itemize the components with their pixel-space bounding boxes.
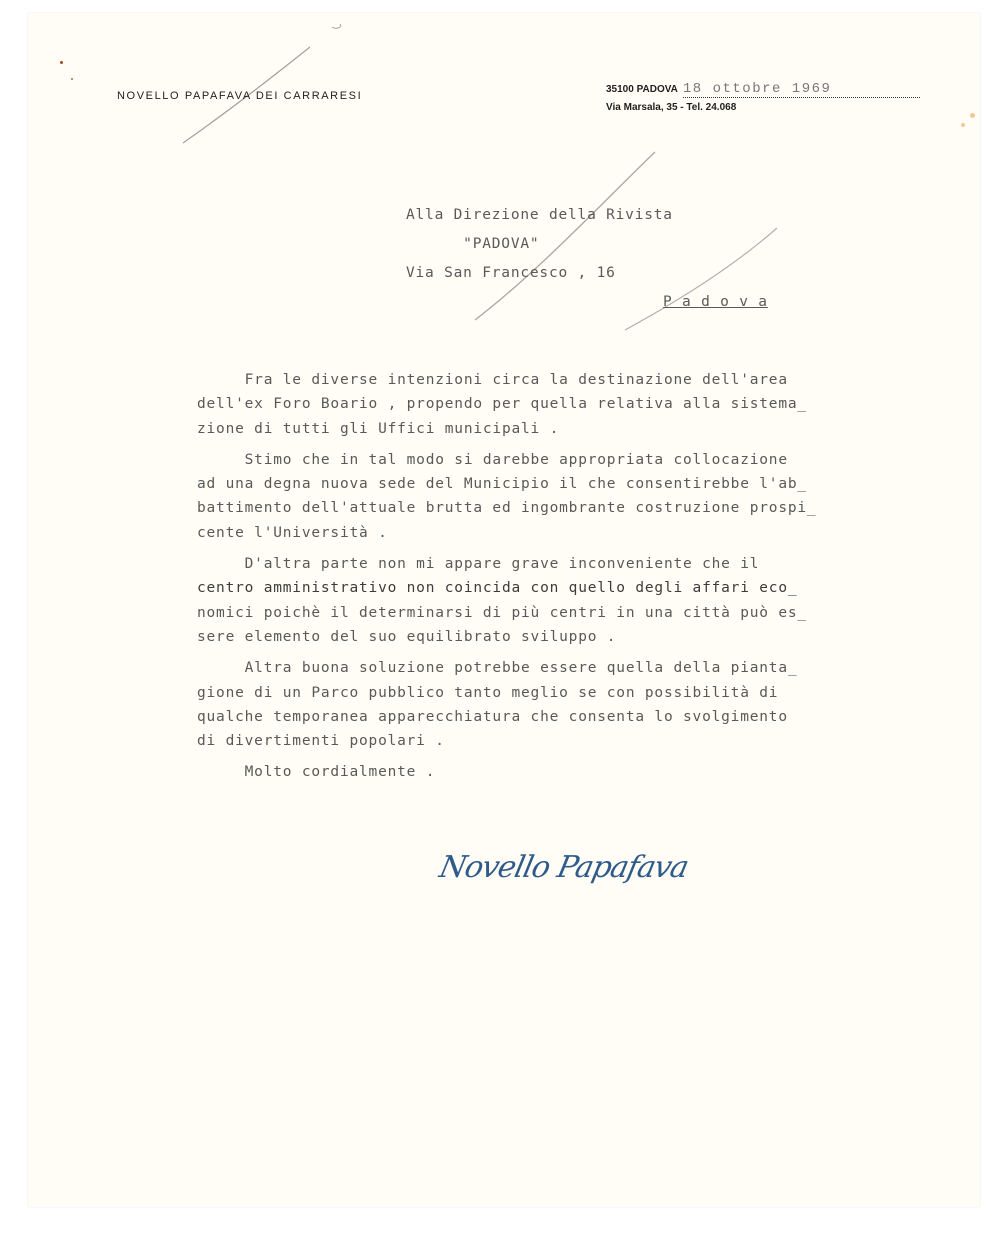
recipient-city: P a d o v a: [663, 294, 768, 310]
text-line: gione di un Parco pubblico tanto meglio se con possibilità di: [197, 684, 779, 701]
recipient-line: Via San Francesco , 16: [406, 265, 616, 281]
paper-stain: [60, 61, 63, 64]
text-line: nomici poichè il determinarsi di più centri in una città può es_: [197, 604, 807, 621]
paragraph: [197, 448, 877, 545]
text-line: Fra le diverse intenzioni circa la destinazione dell'area: [197, 372, 788, 388]
paper-stain: [961, 123, 965, 127]
text-line: Altra buona soluzione potrebbe essere quella della pianta_: [197, 660, 798, 677]
text-line: qualche temporanea apparecchiatura che consenta lo svolgimento: [197, 708, 788, 725]
letter-body: [197, 368, 877, 785]
paragraph-gap: [197, 441, 877, 448]
letterhead-address: Via Marsala, 35 - Tel. 24.068: [606, 102, 737, 113]
recipient-line: Alla Direzione della Rivista: [406, 207, 673, 223]
paper-stain: [970, 113, 975, 118]
closing: [197, 760, 877, 784]
paragraph: [197, 656, 877, 753]
letterhead-city: 35100 PADOVA: [606, 84, 678, 95]
letter-date: 18 ottobre 1969: [683, 81, 920, 98]
paragraph-gap: [197, 545, 877, 552]
text-line: sere elemento del suo equilibrato sviluppo .: [197, 628, 617, 645]
text-line: Stimo che in tal modo si darebbe appropriata collocazione: [197, 451, 788, 468]
text-line: ad una degna nuova sede del Municipio il che consentirebbe l'ab_: [197, 476, 807, 493]
paragraph: [197, 368, 877, 441]
letterhead-name: NOVELLO PAPAFAVA DEI CARRARESI: [117, 90, 363, 102]
text-line: dell'ex Foro Boario , propendo per quella relativa alla sistema_: [197, 396, 807, 413]
paragraph: [197, 552, 877, 649]
text-line: centro amministrativo non coincida con quello degli affari eco_: [197, 580, 798, 597]
date-row: [606, 81, 920, 98]
paper-stain: [71, 78, 73, 80]
text-line: cente l'Università .: [197, 524, 388, 541]
handwritten-signature: Novello Papafava: [436, 850, 692, 885]
text-line: battimento dell'attuale brutta ed ingombrante costruzione prospi_: [197, 500, 817, 517]
text-line: zione di tutti gli Uffici municipali .: [197, 420, 560, 437]
paragraph-gap: [197, 649, 877, 656]
paragraph-gap: [197, 753, 877, 760]
closing-line: Molto cordialmente .: [197, 764, 436, 781]
recipient-address: [406, 201, 768, 317]
text-line: di divertimenti popolari .: [197, 733, 445, 750]
recipient-line: "PADOVA": [406, 236, 540, 252]
letterhead-date-block: [606, 81, 920, 113]
text-line: D'altra parte non mi appare grave inconveniente che il: [197, 556, 760, 573]
